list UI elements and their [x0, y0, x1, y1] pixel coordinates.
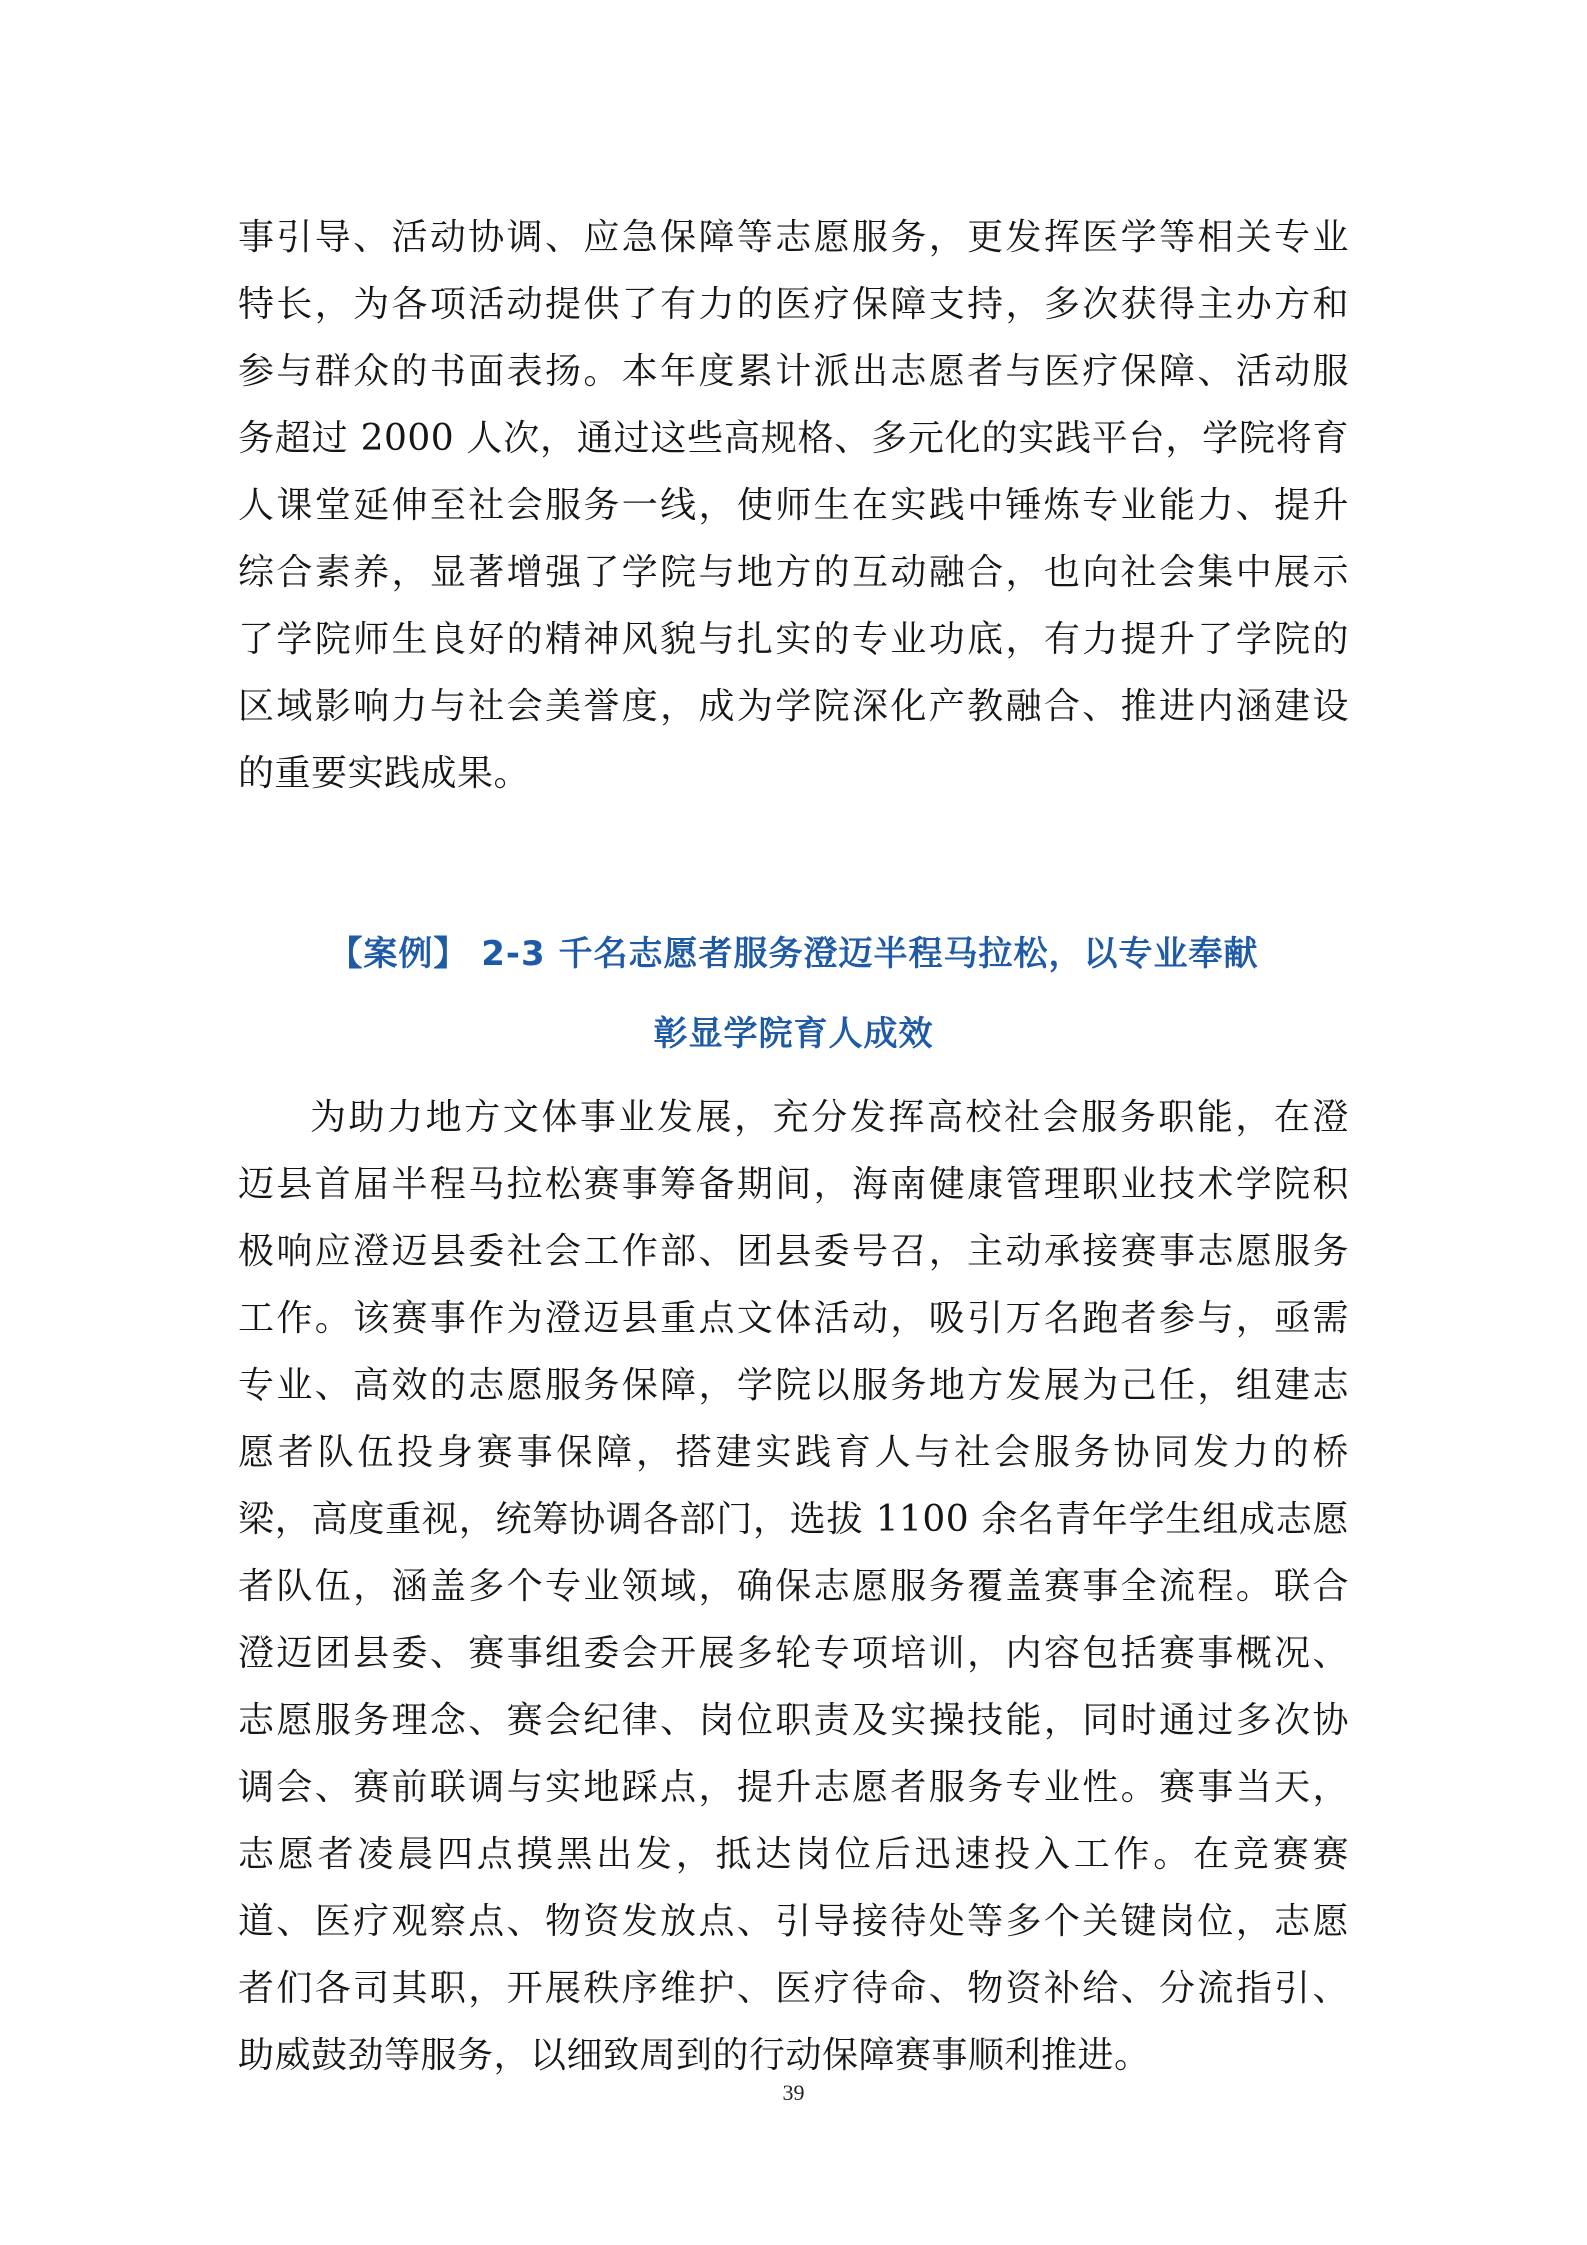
text-line: 愿者队伍投身赛事保障，搭建实践育人与社会服务协同发力的桥	[238, 1432, 1349, 1473]
text-line: 极响应澄迈县委社会工作部、团县委号召，主动承接赛事志愿服务	[238, 1231, 1349, 1272]
text-line: 专业、高效的志愿服务保障，学院以服务地方发展为己任，组建志	[238, 1365, 1349, 1406]
text-line: 迈县首届半程马拉松赛事筹备期间，海南健康管理职业技术学院积	[238, 1164, 1349, 1205]
text-line: 工作。该赛事作为澄迈县重点文体活动，吸引万名跑者参与，亟需	[238, 1298, 1349, 1339]
text-line: 特长，为各项活动提供了有力的医疗保障支持，多次获得主办方和	[238, 284, 1349, 325]
paragraph-continuation	[238, 204, 1349, 807]
case-heading	[238, 914, 1349, 1074]
text-line: 志愿者凌晨四点摸黑出发，抵达岗位后迅速投入工作。在竞赛赛	[238, 1834, 1349, 1875]
text-line: 事引导、活动协调、应急保障等志愿服务，更发挥医学等相关专业	[238, 217, 1349, 258]
case-heading-line-2: 彰显学院育人成效	[653, 1014, 934, 1054]
text-line: 了学院师生良好的精神风貌与扎实的专业功底，有力提升了学院的	[238, 619, 1349, 660]
text-line: 调会、赛前联调与实地踩点，提升志愿者服务专业性。赛事当天，	[238, 1767, 1349, 1808]
text-line: 者队伍，涵盖多个专业领域，确保志愿服务覆盖赛事全流程。联合	[238, 1566, 1349, 1607]
text-line: 综合素养，显著增强了学院与地方的互动融合，也向社会集中展示	[238, 552, 1349, 593]
text-line: 参与群众的书面表扬。本年度累计派出志愿者与医疗保障、活动服	[238, 351, 1349, 392]
page-number: 39	[782, 2080, 805, 2105]
text-line: 务超过 2000 人次，通过这些高规格、多元化的实践平台，学院将育	[238, 418, 1349, 459]
text-line: 志愿服务理念、赛会纪律、岗位职责及实操技能，同时通过多次协	[238, 1700, 1349, 1741]
text-line: 区域影响力与社会美誉度，成为学院深化产教融合、推进内涵建设	[238, 686, 1349, 727]
case-heading-line-1: 【案例】 2-3 千名志愿者服务澄迈半程马拉松，以专业奉献	[328, 934, 1259, 974]
text-line: 道、医疗观察点、物资发放点、引导接待处等多个关键岗位，志愿	[238, 1901, 1349, 1942]
text-line: 的重要实践成果。	[238, 753, 531, 794]
text-line: 澄迈团县委、赛事组委会开展多轮专项培训，内容包括赛事概况、	[238, 1633, 1349, 1674]
text-line: 人课堂延伸至社会服务一线，使师生在实践中锤炼专业能力、提升	[238, 485, 1349, 526]
text-line: 者们各司其职，开展秩序维护、医疗待命、物资补给、分流指引、	[238, 1968, 1349, 2009]
text-line: 为助力地方文体事业发展，充分发挥高校社会服务职能，在澄	[310, 1097, 1349, 1138]
text-line: 助威鼓劲等服务，以细致周到的行动保障赛事顺利推进。	[238, 2035, 1151, 2076]
text-line: 梁，高度重视，统筹协调各部门，选拔 1100 余名青年学生组成志愿	[238, 1499, 1349, 1540]
paragraph-case-body	[238, 1084, 1349, 2089]
